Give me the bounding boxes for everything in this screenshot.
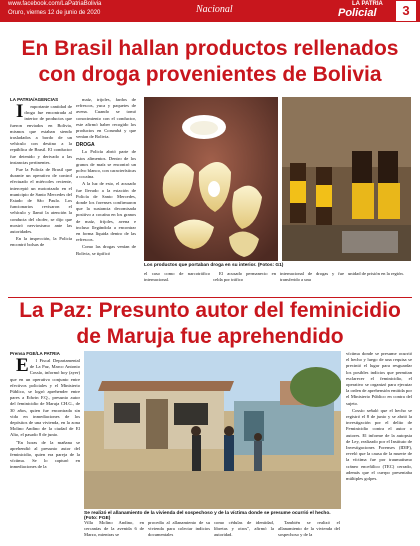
brand-top: LA PATRIA xyxy=(352,1,383,7)
story2-paragraph: como cédulas de identidad, libretas y otros", afirmó la autoridad. xyxy=(214,520,274,538)
photo-corn-kernels xyxy=(144,97,278,261)
story2-paragraph: víctima donde se presume ocurrió el hecho y luego de una requisa se precintó el lugar para resguardar los posibles indicios que permitan esclarecer el feminicidio, el operativo se organizó para ejecutar la orden de aprehensión emitida por el Ministerio Público en contra del sujeto. xyxy=(346,351,412,406)
story1-headline: En Brasil hallan productos rellenados con droga provenientes de Bolivia xyxy=(21,37,399,86)
story2-right-column xyxy=(346,351,412,544)
story2-headline: La Paz: Presunto autor del feminicidio de Maruja fue aprehendido xyxy=(19,299,401,348)
story1-paragraph: el caso como de narcotráfico internacional. xyxy=(144,271,210,283)
story1-subhead: DROGA xyxy=(76,142,95,149)
story1-photo-caption xyxy=(144,263,283,268)
story2-paragraph: Cossío señaló que el hecho se registró el 8 de junio y se abrió la investigación por el delito de Feminicidio contra el autor o autores. El informe de la autopsia de Ley, realizado por el Instituto de Investigaciones Forenses (IDIF), reveló que la causa de la muerte de la víctima fue por traumatismo cráneo encefálico (TEC) cerrado, además que el cuerpo presentaba múltiples golpes. xyxy=(346,407,412,482)
story2-column-1 xyxy=(10,358,80,544)
caption-text: Los productos que portaban droga en su interior. xyxy=(144,263,257,268)
brand-section: Policial xyxy=(338,7,377,19)
story2-bottom-col-2 xyxy=(148,520,210,546)
story2-paragraph: El Fiscal Departamental de La Paz, Marco Antonio Cossío, informó hoy (ayer) que en un operativo conjunto entre efectivos policiales y el Ministerio Público, se logró aprehender entre pares a Edwin F.Q., presunto autor del feminicidio de Maruja CH.G., de 30 años, quien fue encontrada sin vida en inmediaciones de los depósitos de una vivienda, en la zona Molino Andino de la ciudad de El Alto, el pasado 8 de junio. xyxy=(10,358,80,438)
caption-credit: (Foto: FGE) xyxy=(84,516,111,521)
story2-paragraph: Villa Molino Andino, en cercanías de la avenida 6 de Marzo, mientras se xyxy=(84,520,144,538)
caption-text: Se realizó el allanamiento de la vivienda del sospechoso y de la víctima donde se presume ocurrió el hecho. xyxy=(84,511,331,516)
story1-paragraph: La Policía abrió parte de estos alimentos. Dentro de los granos de maíz se encontró un polvo blanco, con características a cocaína. xyxy=(76,149,136,180)
story2-bottom-col-3 xyxy=(214,520,274,546)
facebook-url: www.facebook.com/LaPatriaBolivia xyxy=(8,1,102,7)
caption-credit: (Fotos: G1) xyxy=(257,263,284,268)
drinks-image xyxy=(282,97,411,261)
corn-kernels-image xyxy=(144,97,278,261)
story2-byline: Prensa FGE/LA PATRIA xyxy=(10,351,60,356)
story1-bottom-col-2 xyxy=(213,271,276,293)
issue-date: Oruro, viernes 12 de junio de 2020 xyxy=(8,10,101,16)
story2-paragraph: "En horas de la mañana se aprehendió al presunto autor del feminicidio, quien era pareja de la víctima. Se lo capturó en inmediaciones de la xyxy=(10,439,80,470)
story1-paragraph: El acusado permanecio en celda por tráfico xyxy=(213,271,276,283)
page-header xyxy=(0,0,420,22)
story1-paragraph: internacional de drogas y fue transferido a una xyxy=(280,271,344,283)
section-name: Nacional xyxy=(196,4,233,15)
story1-bottom-col-3 xyxy=(280,271,344,293)
photo-house-raid xyxy=(84,351,341,509)
story2-bottom-col-1 xyxy=(84,520,144,546)
story1-paragraph: maíz, trijoles, fardos de refrescos, yuca y paquetes de avena. Cuando se tomó conocimiento con el conductor, este afirmó haber recogido los productos en Corumbá y que venían de Bolivia. xyxy=(76,97,136,140)
story1-bottom-col-4 xyxy=(348,271,411,293)
story1-paragraph: En la inspección, la Policía encontró bolsas de xyxy=(10,236,72,248)
story1-bottom-col-1 xyxy=(144,271,210,293)
story1-paragraph: Fue la Policía de Brasil que durante un operativo de control efectuado el miércoles reciente, interceptó un motorizado en el municipio de Santo Mercedes del Estado de São Paulo. Los funcionarios revisaron el vehículo y llamó la atención la conducta del chofer, se dijo que mostró nerviosismo ante las autoridades. xyxy=(10,167,72,235)
story2-bottom-col-4 xyxy=(278,520,340,546)
story1-paragraph: A la luz de esto, el acusado fue llevado a la estación de Policía de Santo Mercedes, donde los forenses confirmaron que la sustancia decomisada positivo a cocaína en los granos de maíz, frijoles, avena e incluso llegándola a encontrar en forma líquida dentro de las refrescos. xyxy=(76,181,136,243)
story1-column-1 xyxy=(10,104,72,292)
story1-byline: LA PATRIA/AGENCIAS xyxy=(10,97,59,102)
story1-column-2 xyxy=(76,97,136,292)
story2-paragraph: procedía al allanamiento de su vivienda para colectar indicios documentales xyxy=(148,520,210,538)
photo-drinks xyxy=(282,97,411,261)
story1-paragraph: Como las drogas venían de Bolivia, se tipificó xyxy=(76,244,136,256)
story1-paragraph: Importante cantidad de droga fue encontrada al interior de productos que fueron enviados en Bolivia, mismos que estaban siendo trasladados a bordo de un vehículo con destino a la república de Brasil. El conductor fue detenido y derivado a las instancias pertinentes. xyxy=(10,104,72,165)
story1-paragraph: unidad de prisión en la región. xyxy=(348,271,404,276)
page-number: 3 xyxy=(396,1,416,21)
house-raid-image xyxy=(84,351,341,509)
story2-paragraph: También se realizó el allanamiento de la vivienda del sospechoso y de la xyxy=(278,520,340,538)
